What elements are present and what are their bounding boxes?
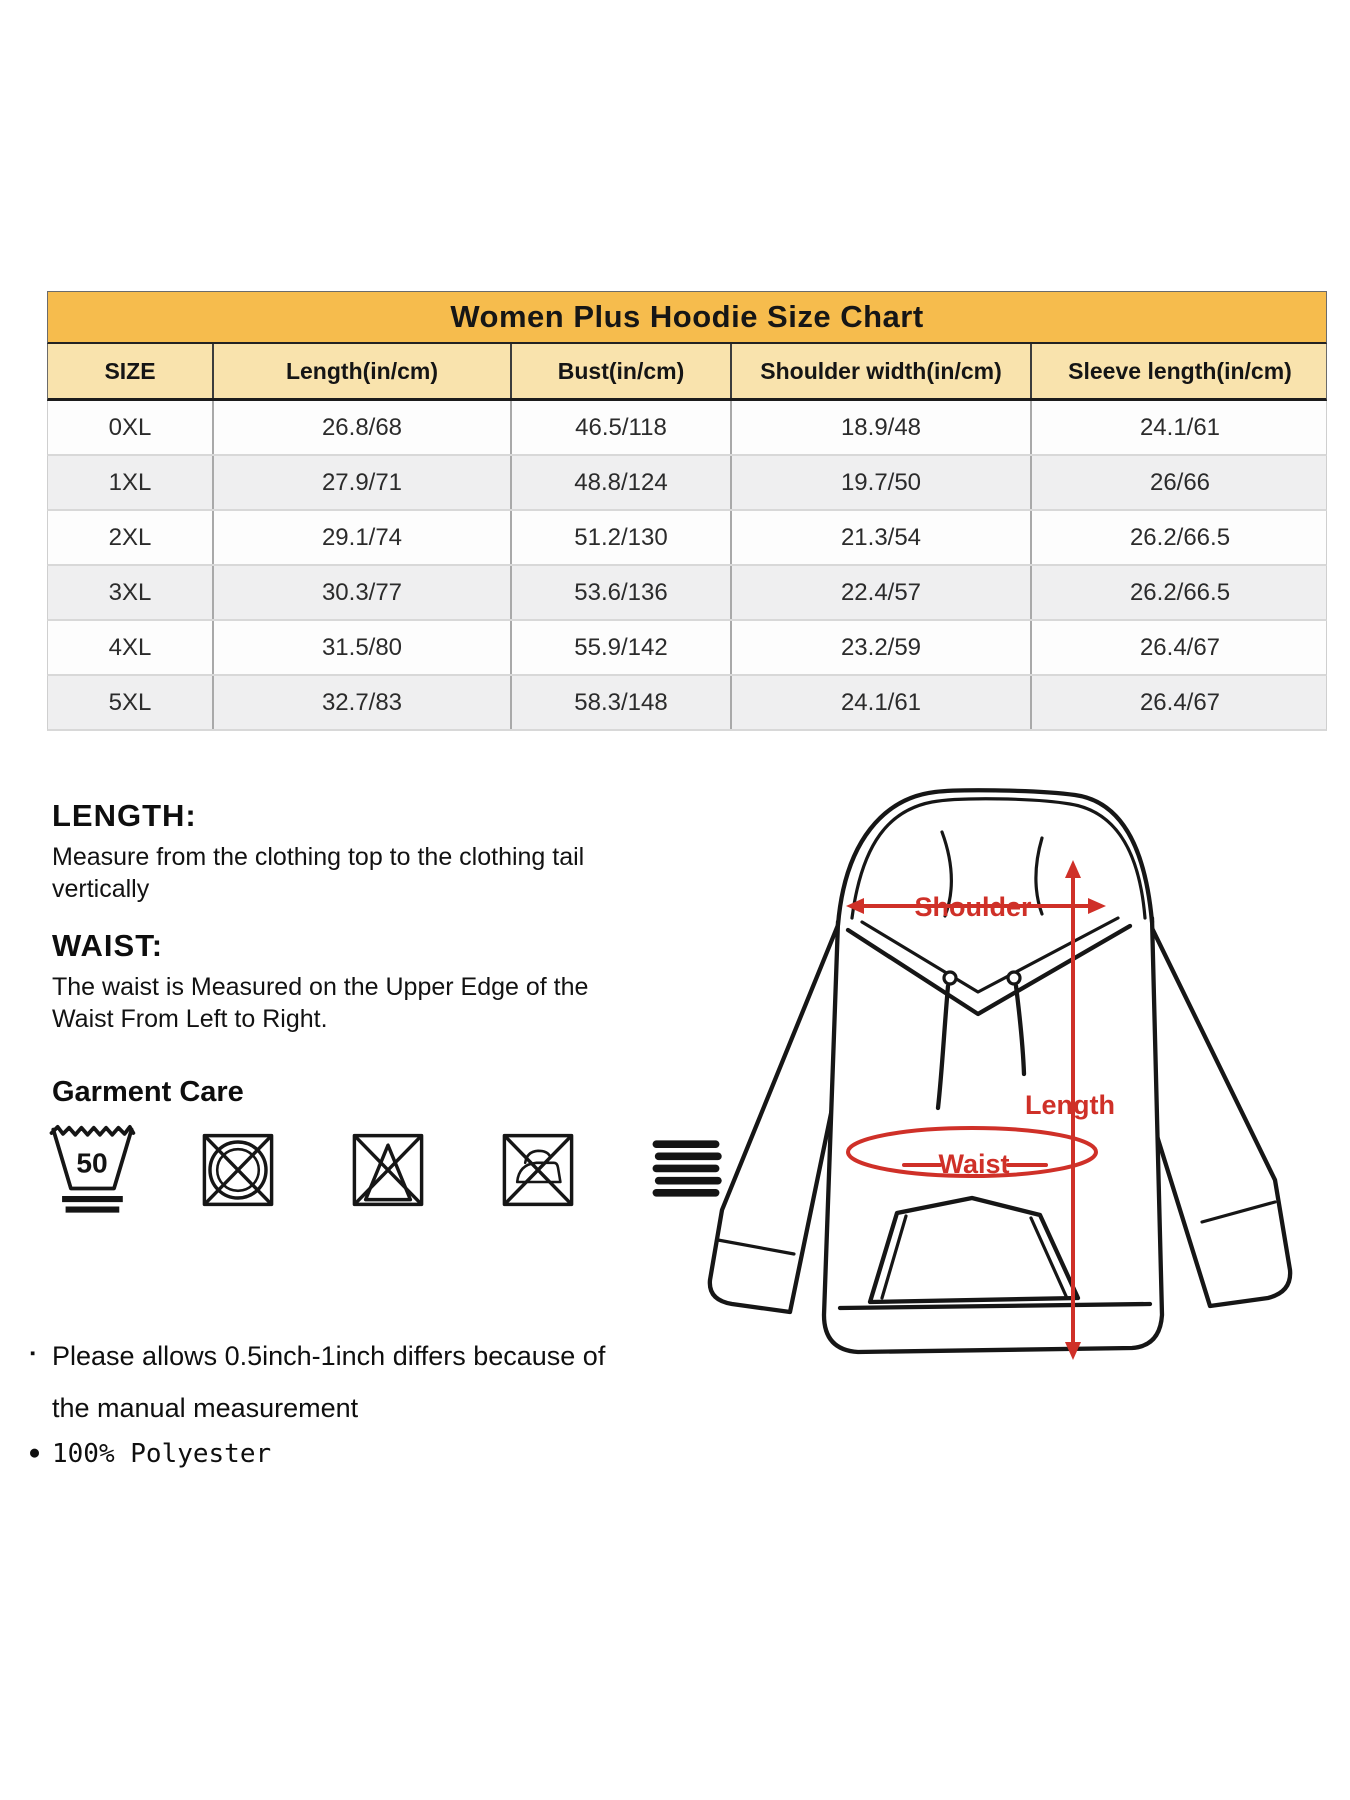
do-not-tumble-dry-icon (198, 1120, 286, 1220)
cell-size: 2XL (48, 511, 214, 564)
cell-bust: 48.8/124 (512, 456, 732, 509)
length-definition (52, 798, 612, 905)
cell-bust: 51.2/130 (512, 511, 732, 564)
table-row (47, 676, 1327, 731)
col-header-size: SIZE (48, 344, 214, 398)
waist-definition (52, 928, 612, 1035)
wash-temp-label: 50 (76, 1147, 108, 1179)
table-row (47, 511, 1327, 566)
footnote-text: 100% Polyester (52, 1439, 272, 1469)
cell-sleeve: 26/66 (1149, 468, 1211, 496)
cell-size: 4XL (48, 621, 214, 674)
cell-sleeve: 26.2/66.5 (1129, 578, 1231, 606)
cell-bust: 55.9/142 (512, 621, 732, 674)
garment-care-heading: Garment Care (52, 1076, 244, 1108)
right-grommet (1008, 972, 1020, 984)
bullet-icon: ▪ (30, 1345, 36, 1362)
left-grommet (944, 972, 956, 984)
cell-size: 0XL (48, 401, 214, 454)
cell-shoulder: 23.2/59 (732, 621, 1032, 674)
cell-size: 3XL (48, 566, 214, 619)
material-footnote (30, 1428, 271, 1480)
cell-shoulder: 19.7/50 (732, 456, 1032, 509)
cell-shoulder: 22.4/57 (732, 566, 1032, 619)
do-not-iron-icon (498, 1120, 586, 1220)
hoodie-drawing (690, 740, 1330, 1380)
cell-size: 5XL (48, 676, 214, 729)
cell-shoulder: 21.3/54 (732, 511, 1032, 564)
cell-length: 27.9/71 (214, 456, 512, 509)
cell-length: 30.3/77 (214, 566, 512, 619)
col-header-bust: Bust(in/cm) (512, 344, 732, 398)
length-label: Length (1025, 1090, 1115, 1120)
footnote-text: Please allows 0.5inch-1inch differs because of the manual measurement (52, 1341, 606, 1423)
waist-label: Waist (938, 1149, 1010, 1179)
bullet-icon: ● (30, 1443, 40, 1461)
cell-shoulder: 18.9/48 (732, 401, 1032, 454)
waist-heading: WAIST: (52, 928, 164, 963)
cell-sleeve: 26.2/66.5 (1129, 523, 1231, 551)
col-header-sleeve: Sleeve length(in/cm) (1068, 357, 1292, 384)
table-row (47, 401, 1327, 456)
cell-sleeve: 24.1/61 (1139, 413, 1221, 441)
cell-bust: 53.6/136 (512, 566, 732, 619)
cell-bust: 58.3/148 (512, 676, 732, 729)
cell-shoulder: 24.1/61 (732, 676, 1032, 729)
cell-sleeve: 26.4/67 (1139, 688, 1221, 716)
col-header-length: Length(in/cm) (214, 344, 512, 398)
garment-care-icons (48, 1120, 736, 1220)
measurement-footnote (30, 1330, 612, 1434)
hoodie-measurement-diagram (690, 740, 1330, 1380)
wash-50-icon (48, 1120, 136, 1220)
cell-length: 26.8/68 (214, 401, 512, 454)
table-header-row (47, 344, 1327, 401)
cell-bust: 46.5/118 (512, 401, 732, 454)
waist-body: The waist is Measured on the Upper Edge of the Waist From Left to Right. (52, 973, 589, 1033)
table-row (47, 566, 1327, 621)
length-heading: LENGTH: (52, 798, 197, 833)
table-title: Women Plus Hoodie Size Chart (47, 291, 1327, 344)
table-row (47, 621, 1327, 676)
left-sleeve (710, 925, 840, 1312)
table-row (47, 456, 1327, 511)
do-not-bleach-icon (348, 1120, 436, 1220)
size-chart-table (47, 291, 1327, 731)
shoulder-label: Shoulder (914, 892, 1032, 922)
length-body: Measure from the clothing top to the clothing tail vertically (52, 843, 585, 903)
cell-length: 31.5/80 (214, 621, 512, 674)
cell-size: 1XL (48, 456, 214, 509)
cell-length: 29.1/74 (214, 511, 512, 564)
cell-sleeve: 26.4/67 (1139, 633, 1221, 661)
col-header-shoulder: Shoulder width(in/cm) (732, 344, 1032, 398)
cell-length: 32.7/83 (214, 676, 512, 729)
